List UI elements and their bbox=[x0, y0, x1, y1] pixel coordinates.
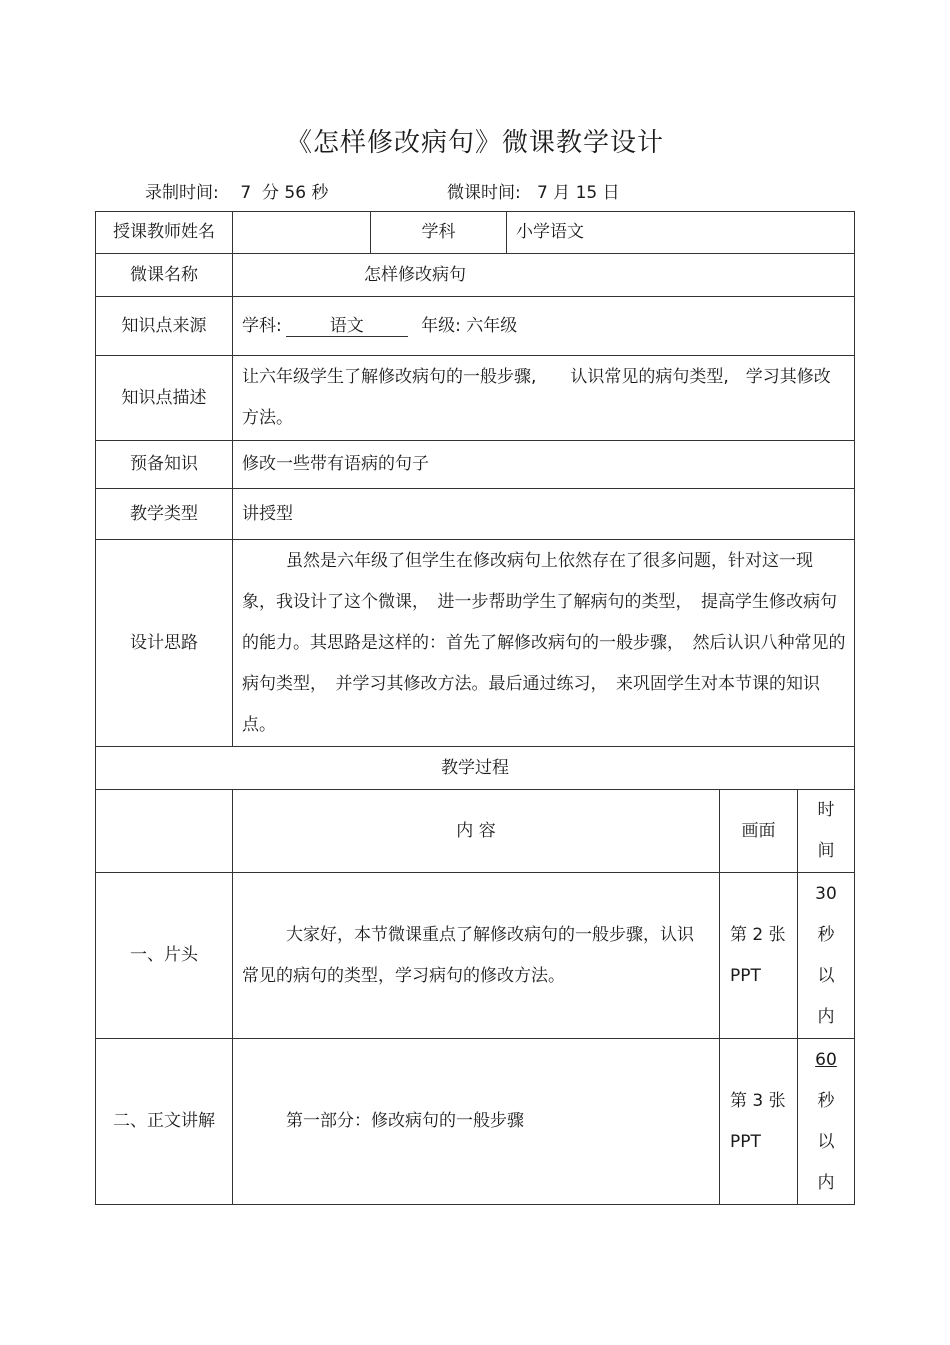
prior-value: 修改一些带有语病的句子 bbox=[233, 441, 855, 489]
step-time-text: 秒以内 bbox=[817, 924, 835, 1027]
source-subject-value: 语文 bbox=[286, 316, 408, 337]
step-time bbox=[798, 873, 855, 1039]
record-time bbox=[145, 178, 328, 203]
step-content: 大家好，本节微课重点了解修改病句的一般步骤，认识常见的病句的类型，学习病句的修改方法。 bbox=[233, 873, 720, 1039]
step-screen: 第 2 张 PPT bbox=[720, 873, 798, 1039]
source-grade-label: 年级: bbox=[421, 315, 461, 336]
design-label: 设计思路 bbox=[96, 540, 233, 747]
desc-label: 知识点描述 bbox=[96, 356, 233, 441]
step-content: 第一部分：修改病句的一般步骤 bbox=[233, 1039, 720, 1205]
course-date bbox=[447, 178, 620, 203]
header-empty bbox=[96, 790, 233, 873]
desc-value: 让六年级学生了解修改病句的一般步骤, 认识常见的病句类型, 学习其修改方法。 bbox=[233, 356, 855, 441]
course-value: 怎样修改病句 bbox=[233, 254, 855, 297]
course-row bbox=[96, 254, 855, 297]
teacher-value bbox=[233, 212, 371, 254]
source-label: 知识点来源 bbox=[96, 297, 233, 356]
step-label: 一、片头 bbox=[96, 873, 233, 1039]
record-time-label: 录制时间: bbox=[145, 183, 219, 203]
table-row bbox=[96, 1039, 855, 1205]
design-value: 虽然是六年级了但学生在修改病句上依然存在了很多问题，针对这一现象，我设计了这个微课， 进一步帮助学生了解病句的类型， 提高学生修改病句的能力。其思路是这样的：首先了解修改病句的一般步骤， 然后认识八种常见的病句类型， 并学习其修改方法。最后通过练习， 来巩固学生对本节课的知识点。 bbox=[233, 540, 855, 747]
page-title: 《怎样修改病句》微课教学设计 bbox=[285, 128, 664, 158]
source-grade-value: 六年级 bbox=[466, 315, 518, 336]
process-header-row bbox=[96, 790, 855, 873]
col-screen: 画面 bbox=[720, 790, 798, 873]
source-value bbox=[233, 297, 855, 356]
step-screen: 第 3 张 PPT bbox=[720, 1039, 798, 1205]
step-time-number: 60 bbox=[815, 1049, 837, 1070]
record-time-value: 7 分 56 秒 bbox=[240, 183, 329, 203]
prior-label: 预备知识 bbox=[96, 441, 233, 489]
teacher-label: 授课教师姓名 bbox=[96, 212, 233, 254]
step-label: 二、正文讲解 bbox=[96, 1039, 233, 1205]
type-label: 教学类型 bbox=[96, 489, 233, 540]
design-row bbox=[96, 540, 855, 747]
col-time: 时间 bbox=[798, 790, 855, 873]
prior-row bbox=[96, 441, 855, 489]
subject-label: 学科 bbox=[371, 212, 507, 254]
type-row bbox=[96, 489, 855, 540]
teacher-row bbox=[96, 212, 855, 254]
type-value: 讲授型 bbox=[233, 489, 855, 540]
step-time-text: 秒以内 bbox=[817, 1090, 835, 1193]
source-subject-label: 学科: bbox=[242, 315, 282, 336]
subject-value: 小学语文 bbox=[507, 212, 855, 254]
step-time-number: 30 bbox=[815, 883, 837, 904]
process-row bbox=[96, 747, 855, 790]
course-label: 微课名称 bbox=[96, 254, 233, 297]
source-row bbox=[96, 297, 855, 356]
col-content: 内 容 bbox=[233, 790, 720, 873]
process-label: 教学过程 bbox=[96, 747, 855, 790]
course-date-value: 7 月 15 日 bbox=[536, 183, 620, 203]
course-date-label: 微课时间: bbox=[447, 183, 521, 203]
desc-row bbox=[96, 356, 855, 441]
table-row bbox=[96, 873, 855, 1039]
step-time bbox=[798, 1039, 855, 1205]
design-table bbox=[95, 211, 855, 1205]
